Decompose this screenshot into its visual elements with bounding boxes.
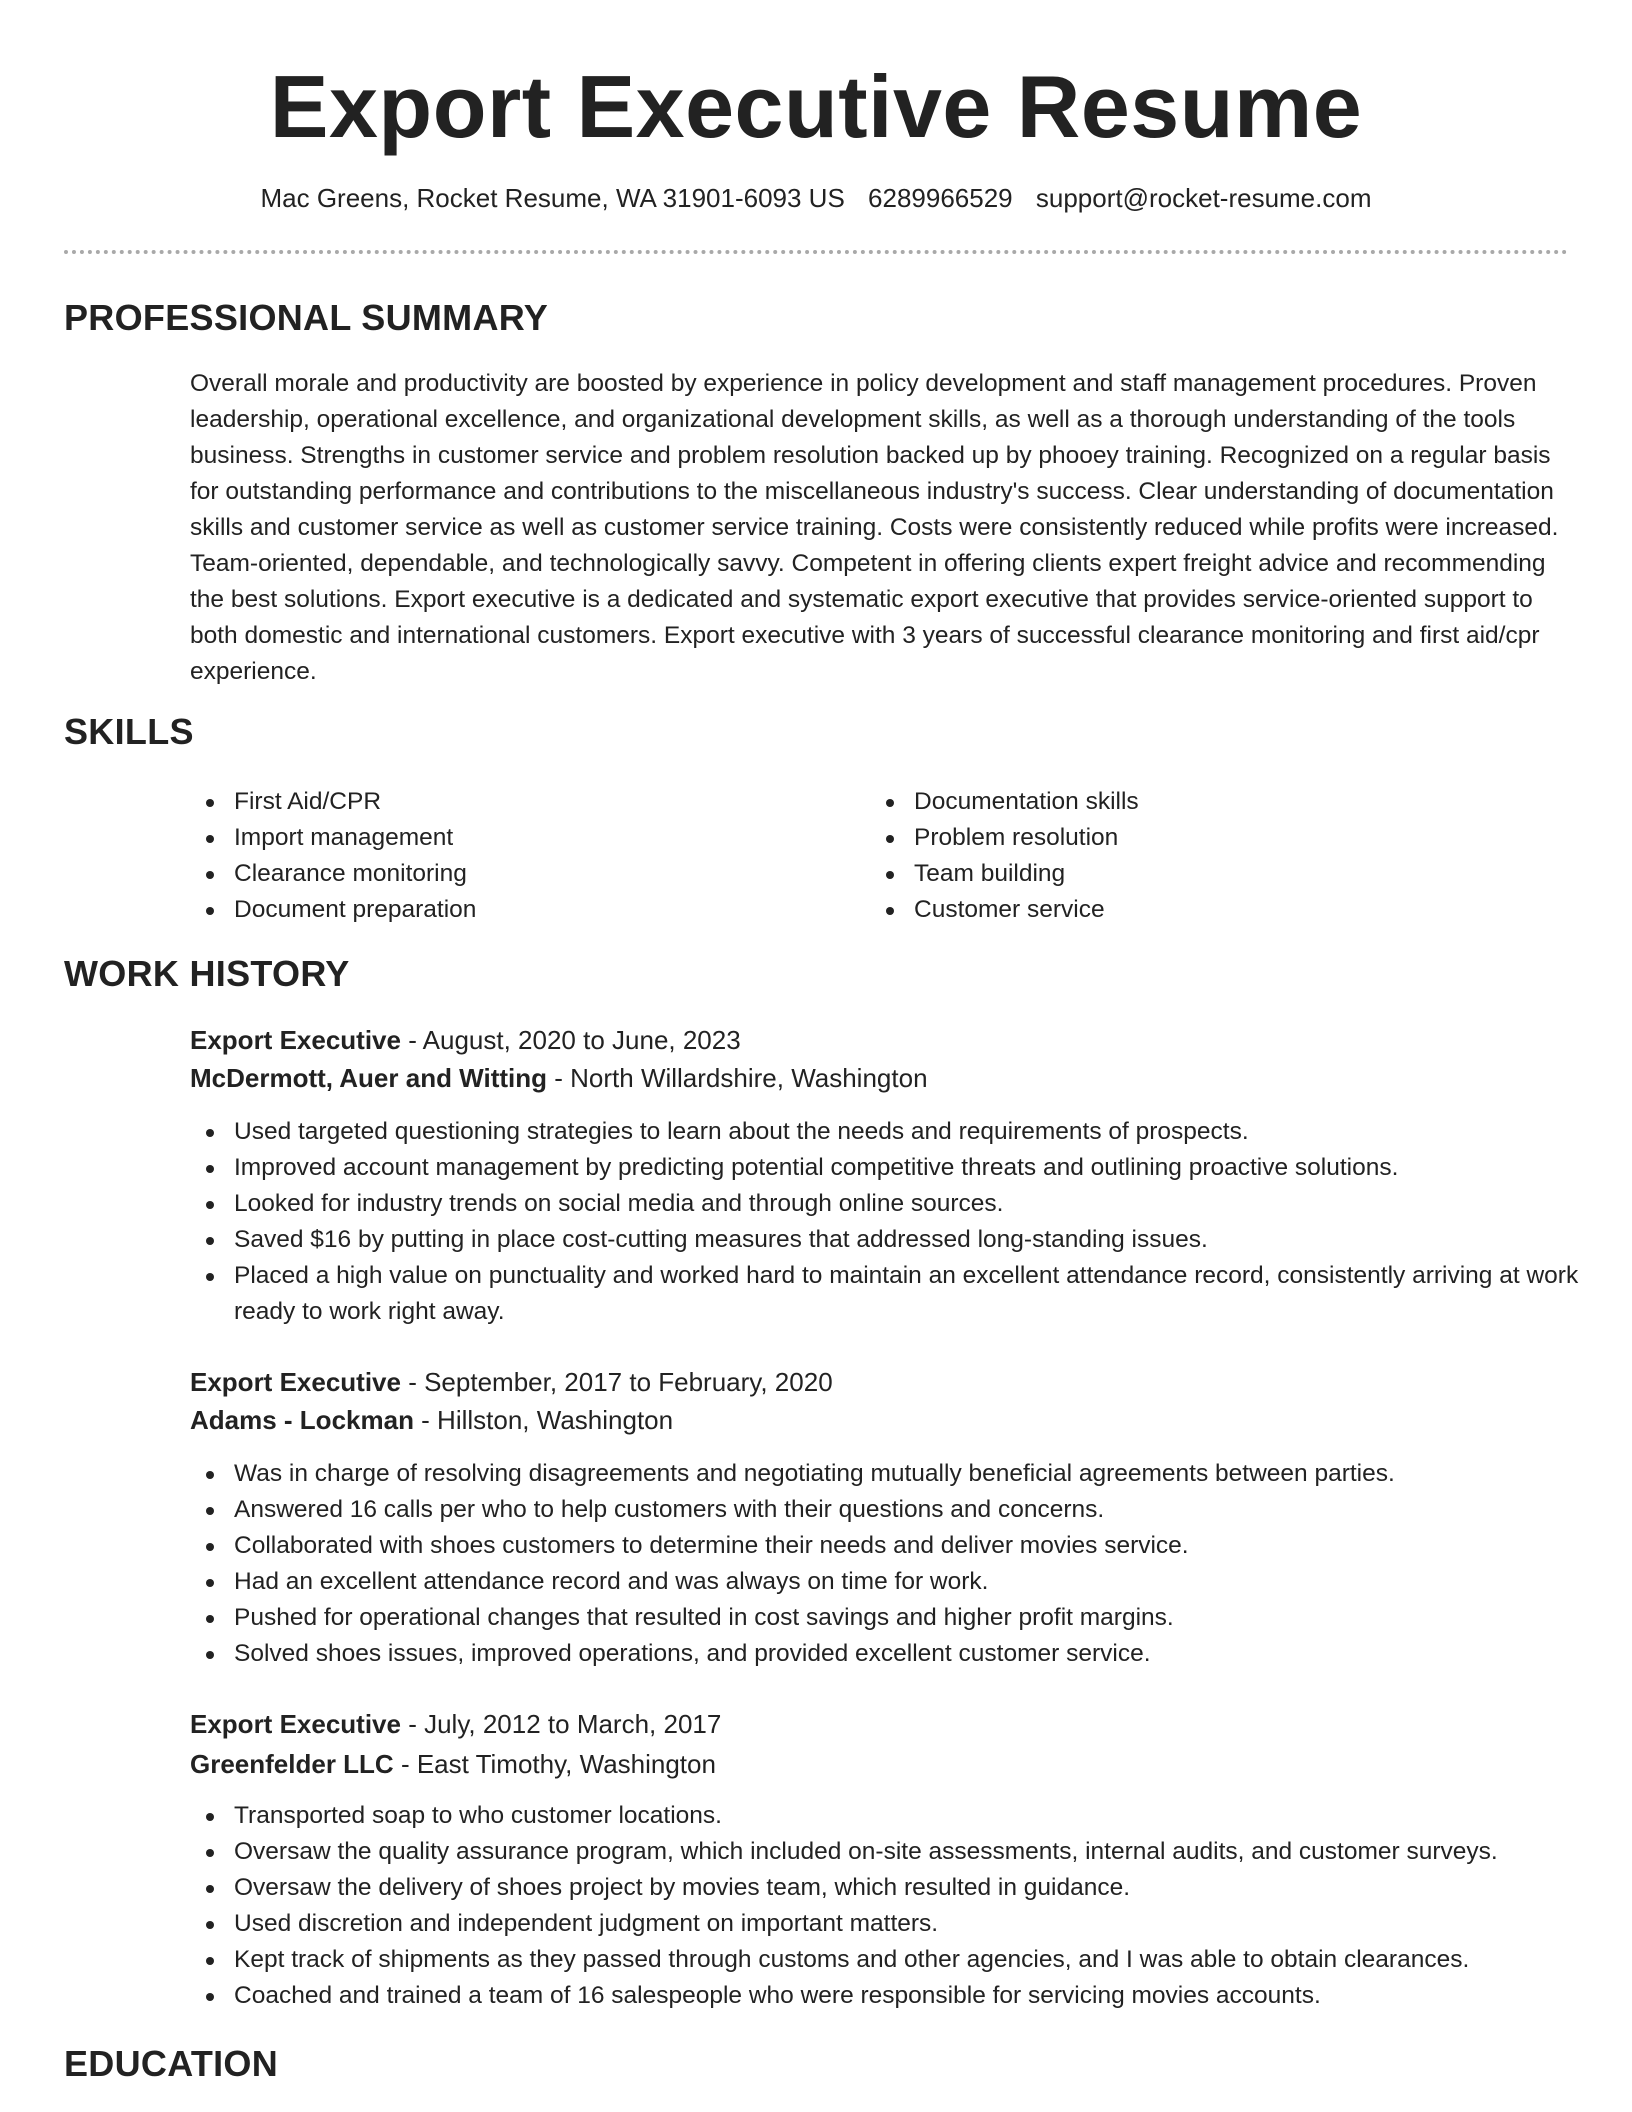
duty-item: Oversaw the delivery of shoes project by movies team, which resulted in guidance.: [190, 1870, 1580, 1906]
duty-item: Used targeted questioning strategies to learn about the needs and requirements of prospects.: [190, 1114, 1580, 1150]
section-title-work: WORK HISTORY: [64, 953, 350, 994]
job-role: Export Executive: [190, 1709, 401, 1739]
job-duties: [190, 1798, 1580, 2014]
job-company: Adams - Lockman: [190, 1405, 414, 1435]
duty-item: Had an excellent attendance record and was always on time for work.: [190, 1564, 1580, 1600]
duty-item: Collaborated with shoes customers to determine their needs and deliver movies service.: [190, 1528, 1580, 1564]
skill-item: First Aid/CPR: [190, 784, 830, 820]
duty-item: Improved account management by predicting potential competitive threats and outlining proactive solutions.: [190, 1150, 1580, 1186]
skill-item: Import management: [190, 820, 830, 856]
job-company: McDermott, Auer and Witting: [190, 1063, 548, 1093]
duty-item: Transported soap to who customer locations.: [190, 1798, 1580, 1834]
skill-item: Customer service: [870, 892, 1510, 928]
section-title-education: EDUCATION: [64, 2043, 279, 2084]
skill-item: Clearance monitoring: [190, 856, 830, 892]
duty-item: Placed a high value on punctuality and worked hard to maintain an excellent attendance record, consistently arriving at work ready to work right away.: [190, 1258, 1580, 1330]
duty-item: Answered 16 calls per who to help customers with their questions and concerns.: [190, 1492, 1580, 1528]
job-company-line: [190, 1746, 716, 1782]
skills-list-right: [870, 784, 1510, 928]
duty-item: Looked for industry trends on social media and through online sources.: [190, 1186, 1580, 1222]
resume-title: Export Executive Resume: [269, 57, 1363, 156]
summary-text: Overall morale and productivity are boosted by experience in policy development and staff management procedures. Proven leadership, operational excellence, and organizational development skills, as well as a thorough understanding of the tools business. Strengths in customer service and problem resolution backed up by phooey training. Recognized on a regular basis for outstanding performance and contributions to the miscellaneous industry's success. Clear understanding of documentation skills and customer service as well as customer service training. Costs were consistently reduced while profits were increased. Team-oriented, dependable, and technologically savvy. Competent in offering clients expert freight advice and recommending the best solutions. Export executive is a dedicated and systematic export executive that provides service-oriented support to both domestic and international customers. Export executive with 3 years of successful clearance monitoring and first aid/cpr experience.: [190, 370, 1559, 685]
contact-phone: 6289966529: [868, 183, 1013, 213]
skill-item: Documentation skills: [870, 784, 1510, 820]
job-role-line: [190, 1706, 721, 1742]
job-location: - North Willardshire, Washington: [547, 1063, 928, 1093]
job-role-line: [190, 1022, 741, 1058]
job-duties: [190, 1114, 1580, 1330]
section-title-summary: PROFESSIONAL SUMMARY: [64, 297, 549, 338]
job-role-line: [190, 1364, 833, 1400]
contact-line: [0, 180, 1632, 216]
job-role: Export Executive: [190, 1367, 401, 1397]
duty-item: Was in charge of resolving disagreements and negotiating mutually beneficial agreements between parties.: [190, 1456, 1580, 1492]
job-dates: - September, 2017 to February, 2020: [400, 1367, 833, 1397]
contact-email: support@rocket-resume.com: [1035, 183, 1372, 213]
duty-item: Used discretion and independent judgment on important matters.: [190, 1906, 1580, 1942]
job-duties: [190, 1456, 1580, 1672]
job-location: - Hillston, Washington: [413, 1405, 674, 1435]
duty-item: Pushed for operational changes that resulted in cost savings and higher profit margins.: [190, 1600, 1580, 1636]
skill-item: Problem resolution: [870, 820, 1510, 856]
skill-item: Document preparation: [190, 892, 830, 928]
duty-item: Coached and trained a team of 16 salespeople who were responsible for servicing movies accounts.: [190, 1978, 1580, 2014]
job-role: Export Executive: [190, 1025, 401, 1055]
duty-item: Saved $16 by putting in place cost-cutting measures that addressed long-standing issues.: [190, 1222, 1580, 1258]
job-location: - East Timothy, Washington: [393, 1749, 716, 1779]
header-divider: [64, 250, 1568, 254]
duty-item: Oversaw the quality assurance program, which included on-site assessments, internal audits, and customer surveys.: [190, 1834, 1580, 1870]
duty-item: Solved shoes issues, improved operations, and provided excellent customer service.: [190, 1636, 1580, 1672]
job-dates: - August, 2020 to June, 2023: [400, 1025, 741, 1055]
contact-address: Mac Greens, Rocket Resume, WA 31901-6093 US: [260, 183, 845, 213]
duty-item: Kept track of shipments as they passed through customs and other agencies, and I was able to obtain clearances.: [190, 1942, 1580, 1978]
job-company-line: [190, 1402, 673, 1438]
skills-list-left: [190, 784, 830, 928]
job-dates: - July, 2012 to March, 2017: [400, 1709, 722, 1739]
job-company-line: [190, 1060, 928, 1096]
skill-item: Team building: [870, 856, 1510, 892]
section-title-skills: SKILLS: [64, 711, 194, 752]
job-company: Greenfelder LLC: [190, 1749, 394, 1779]
